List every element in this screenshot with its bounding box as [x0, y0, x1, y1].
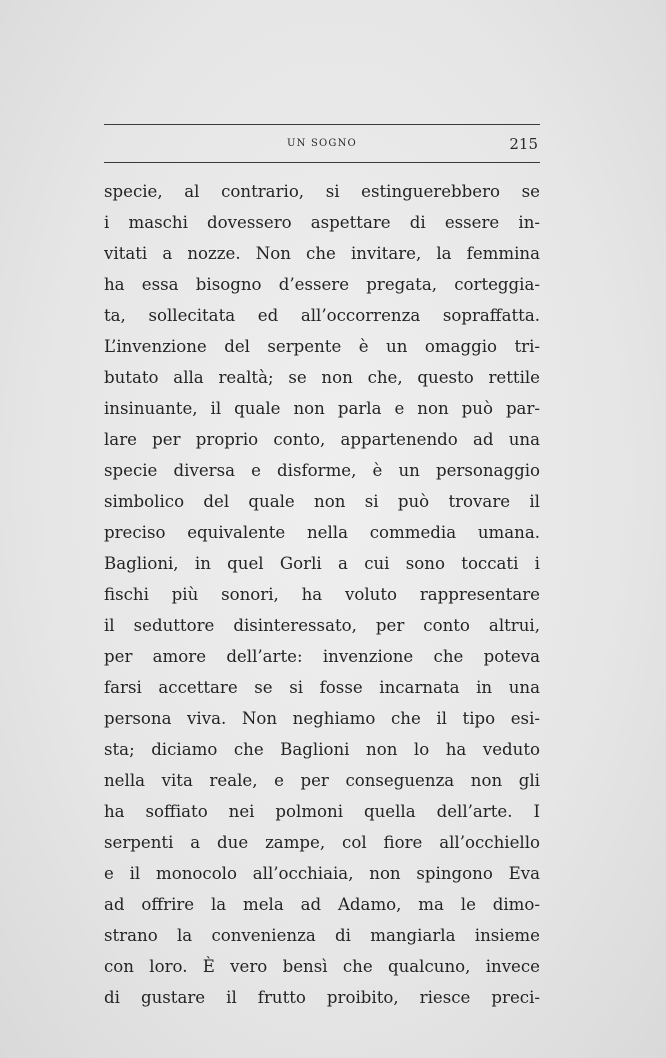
running-head: [104, 134, 540, 154]
text-line: lare per proprio conto, appartenendo ad una: [104, 430, 540, 449]
text-line: strano la convenienza di mangiarla insieme: [104, 926, 540, 945]
page-number: 215: [509, 135, 538, 153]
body-text: [104, 176, 540, 1013]
text-line: ad offrire la mela ad Adamo, ma le dimo-: [104, 895, 540, 914]
text-line: e il monocolo all’occhiaia, non spingono Eva: [104, 864, 540, 883]
text-line: serpenti a due zampe, col fiore all’occhiello: [104, 833, 540, 852]
text-line: per amore dell’arte: invenzione che poteva: [104, 647, 540, 666]
text-line: ha soffiato nei polmoni quella dell’arte. I: [104, 802, 540, 821]
text-line: L’invenzione del serpente è un omaggio tri-: [104, 337, 540, 356]
header-bottom-rule: [104, 162, 540, 163]
text-line: persona viva. Non neghiamo che il tipo esi-: [104, 709, 540, 728]
text-line: specie, al contrario, si estinguerebbero se: [104, 182, 540, 201]
text-line: vitati a nozze. Non che invitare, la femmina: [104, 244, 540, 263]
text-line: di gustare il frutto proibito, riesce preci-: [104, 988, 540, 1007]
text-line: sta; diciamo che Baglioni non lo ha veduto: [104, 740, 540, 759]
header-top-rule: [104, 124, 540, 125]
text-line: simbolico del quale non si può trovare il: [104, 492, 540, 511]
text-line: nella vita reale, e per conseguenza non gli: [104, 771, 540, 790]
text-line: i maschi dovessero aspettare di essere in-: [104, 213, 540, 232]
text-line: ha essa bisogno d’essere pregata, corteggia-: [104, 275, 540, 294]
text-line: preciso equivalente nella commedia umana.: [104, 523, 540, 542]
text-line: il seduttore disinteressato, per conto altrui,: [104, 616, 540, 635]
text-line: ta, sollecitata ed all’occorrenza sopraffatta.: [104, 306, 540, 325]
text-line: con loro. È vero bensì che qualcuno, invece: [104, 957, 540, 976]
text-line: fischi più sonori, ha voluto rappresentare: [104, 585, 540, 604]
text-line: Baglioni, in quel Gorli a cui sono toccati i: [104, 554, 540, 573]
text-line: farsi accettare se si fosse incarnata in una: [104, 678, 540, 697]
text-line: butato alla realtà; se non che, questo rettile: [104, 368, 540, 387]
text-line: specie diversa e disforme, è un personaggio: [104, 461, 540, 480]
text-line: insinuante, il quale non parla e non può par-: [104, 399, 540, 418]
running-title: UN SOGNO: [287, 138, 357, 149]
